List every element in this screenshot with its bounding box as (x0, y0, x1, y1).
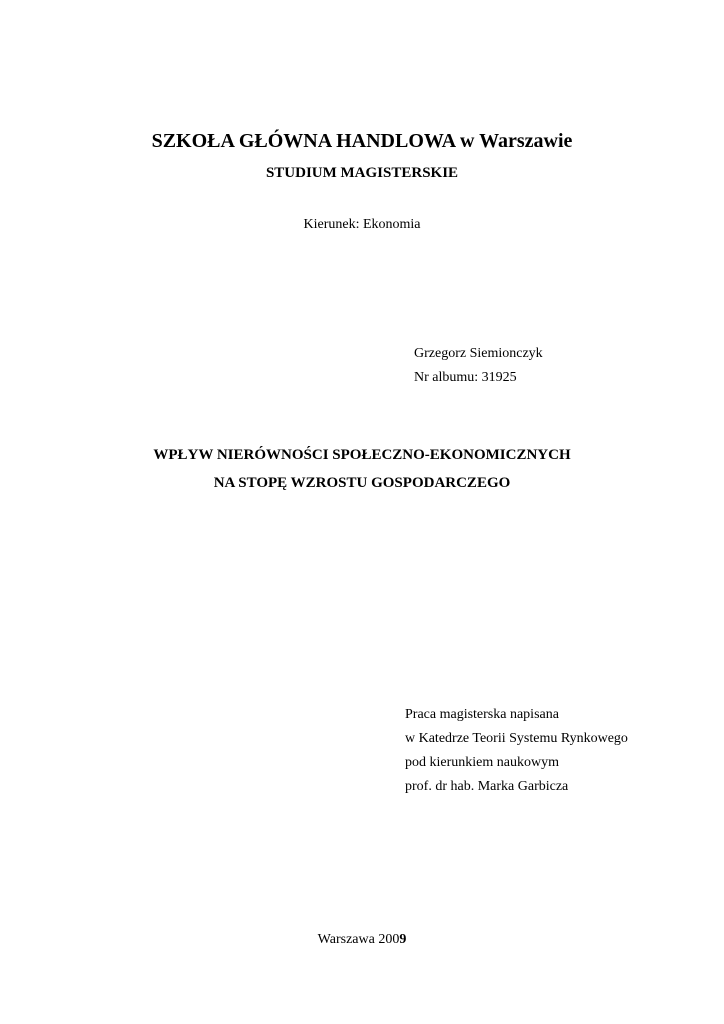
thesis-type: Praca magisterska napisana (405, 707, 559, 722)
department: w Katedrze Teorii Systemu Rynkowego (405, 731, 628, 746)
thesis-info-block (405, 703, 628, 799)
album-number: Nr albumu: 31925 (414, 370, 517, 385)
thesis-title-line-2: NA STOPĘ WZROSTU GOSPODARCZEGO (213, 475, 511, 491)
year-last-digit: 9 (399, 932, 407, 947)
thesis-title (0, 441, 724, 497)
supervision-label: pod kierunkiem naukowym (405, 755, 559, 770)
thesis-title-line-1: WPŁYW NIERÓWNOŚCI SPOŁECZNO-EKONOMICZNYCH (153, 447, 571, 463)
author-name: Grzegorz Siemionczyk (414, 346, 543, 361)
university-name: SZKOŁA GŁÓWNA HANDLOWA w Warszawie (151, 130, 573, 152)
field-of-study: Kierunek: Ekonomia (303, 217, 421, 232)
supervisor-name: prof. dr hab. Marka Garbicza (405, 779, 569, 794)
author-block (414, 342, 543, 390)
place-year-prefix: Warszawa 200 (317, 932, 400, 947)
studium-label: STUDIUM MAGISTERSKIE (265, 165, 459, 181)
place-and-year (0, 931, 724, 949)
